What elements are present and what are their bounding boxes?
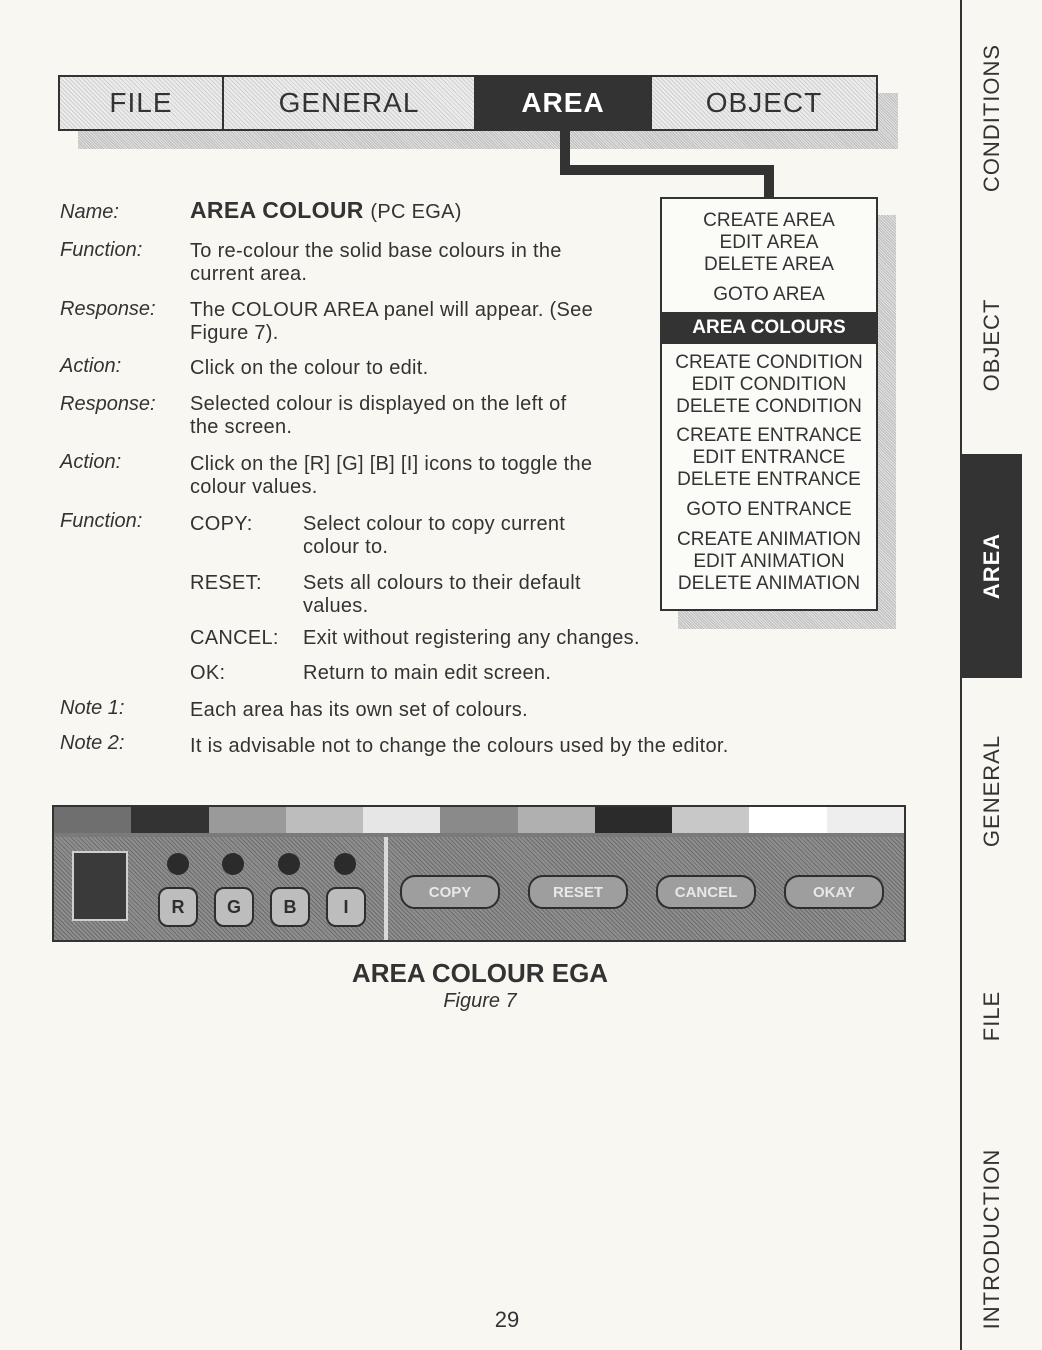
option-key-ok: OK: xyxy=(190,662,226,684)
colour-swatch[interactable] xyxy=(440,807,518,833)
label-function-2: Function: xyxy=(60,510,143,532)
toggle-red-button[interactable]: R xyxy=(158,887,198,927)
indicator-dot-icon xyxy=(222,853,244,875)
menu-item-edit-animation[interactable]: EDIT ANIMATION xyxy=(693,551,845,572)
sidetab-introduction[interactable]: INTRODUCTION xyxy=(960,1128,1022,1350)
function-line-2: current area. xyxy=(190,263,308,285)
menu-item-delete-animation[interactable]: DELETE ANIMATION xyxy=(677,573,861,594)
colour-swatch[interactable] xyxy=(672,807,750,833)
toggle-green-button[interactable]: G xyxy=(214,887,254,927)
copy-button[interactable]: COPY xyxy=(400,875,500,909)
sidetab-conditions[interactable]: CONDITIONS xyxy=(960,0,1022,238)
menu-item-create-area[interactable]: CREATE AREA xyxy=(703,210,835,231)
menu-item-area-colours[interactable]: AREA COLOURS xyxy=(662,312,876,344)
label-note-1: Note 1: xyxy=(60,697,125,719)
figure-caption-number: Figure 7 xyxy=(443,990,517,1012)
sidetab-area[interactable]: AREA xyxy=(960,455,1022,679)
menu-item-goto-area[interactable]: GOTO AREA xyxy=(713,284,825,305)
menu-item-create-animation[interactable]: CREATE ANIMATION xyxy=(676,529,862,550)
toggle-blue-button[interactable]: B xyxy=(270,887,310,927)
page-number: 29 xyxy=(494,1307,520,1332)
option-copy-line-2: colour to. xyxy=(303,536,389,558)
label-function: Function: xyxy=(60,239,143,261)
colour-swatch[interactable] xyxy=(54,807,132,833)
label-name: Name: xyxy=(60,201,119,223)
action2-line-1: Click on the [R] [G] [B] [I] icons to toggle the xyxy=(190,453,593,475)
label-action: Action: xyxy=(60,355,122,377)
menu-item-goto-entrance[interactable]: GOTO ENTRANCE xyxy=(686,499,852,520)
menu-item-delete-entrance[interactable]: DELETE ENTRANCE xyxy=(677,469,861,490)
option-key-copy: COPY: xyxy=(190,513,253,535)
menu-tab-object[interactable]: OBJECT xyxy=(650,75,878,131)
colour-swatch[interactable] xyxy=(131,807,209,833)
sidetab-object[interactable]: OBJECT xyxy=(960,236,1022,456)
menu-item-delete-condition[interactable]: DELETE CONDITION xyxy=(676,396,862,417)
entry-title-main: AREA COLOUR xyxy=(190,197,364,223)
menu-item-delete-area[interactable]: DELETE AREA xyxy=(704,254,834,275)
option-key-reset: RESET: xyxy=(190,572,262,594)
note-2-text: It is advisable not to change the colours used by the editor. xyxy=(190,735,729,757)
option-ok-line-1: Return to main edit screen. xyxy=(303,662,552,684)
menu-item-create-condition[interactable]: CREATE CONDITION xyxy=(675,352,863,373)
area-dropdown-menu xyxy=(660,197,878,611)
colour-swatch[interactable] xyxy=(595,807,673,833)
okay-button[interactable]: OKAY xyxy=(784,875,884,909)
toggle-intensity-button[interactable]: I xyxy=(326,887,366,927)
option-key-cancel: CANCEL: xyxy=(190,627,279,649)
response2-line-1: Selected colour is displayed on the left of xyxy=(190,393,567,415)
menu-tab-general[interactable]: GENERAL xyxy=(222,75,476,131)
colour-swatch[interactable] xyxy=(209,807,287,833)
menu-tab-file[interactable]: FILE xyxy=(58,75,224,131)
cancel-button[interactable]: CANCEL xyxy=(656,875,756,909)
colour-swatch[interactable] xyxy=(286,807,364,833)
indicator-dot-icon xyxy=(278,853,300,875)
option-copy-line-1: Select colour to copy current xyxy=(303,513,566,535)
action-text: Click on the colour to edit. xyxy=(190,357,429,379)
response2-line-2: the screen. xyxy=(190,416,293,438)
selected-colour-preview xyxy=(72,851,128,921)
menu-item-create-entrance[interactable]: CREATE ENTRANCE xyxy=(676,425,862,446)
entry-title xyxy=(190,199,462,224)
option-reset-line-1: Sets all colours to their default xyxy=(303,572,581,594)
figure-caption-title: AREA COLOUR EGA xyxy=(351,958,609,988)
label-response: Response: xyxy=(60,298,156,320)
indicator-dot-icon xyxy=(334,853,356,875)
option-cancel-line-1: Exit without registering any changes. xyxy=(303,627,640,649)
menu-tab-area[interactable]: AREA xyxy=(474,75,652,131)
entry-title-suffix: (PC EGA) xyxy=(370,201,462,223)
menu-item-edit-area[interactable]: EDIT AREA xyxy=(719,232,819,253)
area-colour-panel-figure xyxy=(52,805,906,942)
function-line-1: To re-colour the solid base colours in the xyxy=(190,240,562,262)
menu-connector xyxy=(764,165,774,199)
note-1-text: Each area has its own set of colours. xyxy=(190,699,528,721)
reset-button[interactable]: RESET xyxy=(528,875,628,909)
label-note-2: Note 2: xyxy=(60,732,125,754)
menu-connector xyxy=(560,165,774,175)
colour-panel xyxy=(54,837,904,940)
label-action-2: Action: xyxy=(60,451,122,473)
action2-line-2: colour values. xyxy=(190,476,318,498)
label-response-2: Response: xyxy=(60,393,156,415)
response-line-1: The COLOUR AREA panel will appear. (See xyxy=(190,299,594,321)
menu-item-edit-entrance[interactable]: EDIT ENTRANCE xyxy=(692,447,846,468)
panel-divider xyxy=(384,837,388,940)
sidetab-file[interactable]: FILE xyxy=(960,904,1022,1130)
response-line-2: Figure 7). xyxy=(190,322,279,344)
colour-swatch[interactable] xyxy=(518,807,596,833)
option-reset-line-2: values. xyxy=(303,595,369,617)
colour-swatch[interactable] xyxy=(363,807,441,833)
sidetab-general[interactable]: GENERAL xyxy=(960,678,1022,906)
colour-swatch[interactable] xyxy=(827,807,905,833)
menu-item-edit-condition[interactable]: EDIT CONDITION xyxy=(691,374,847,395)
colour-swatch[interactable] xyxy=(749,807,827,833)
indicator-dot-icon xyxy=(167,853,189,875)
